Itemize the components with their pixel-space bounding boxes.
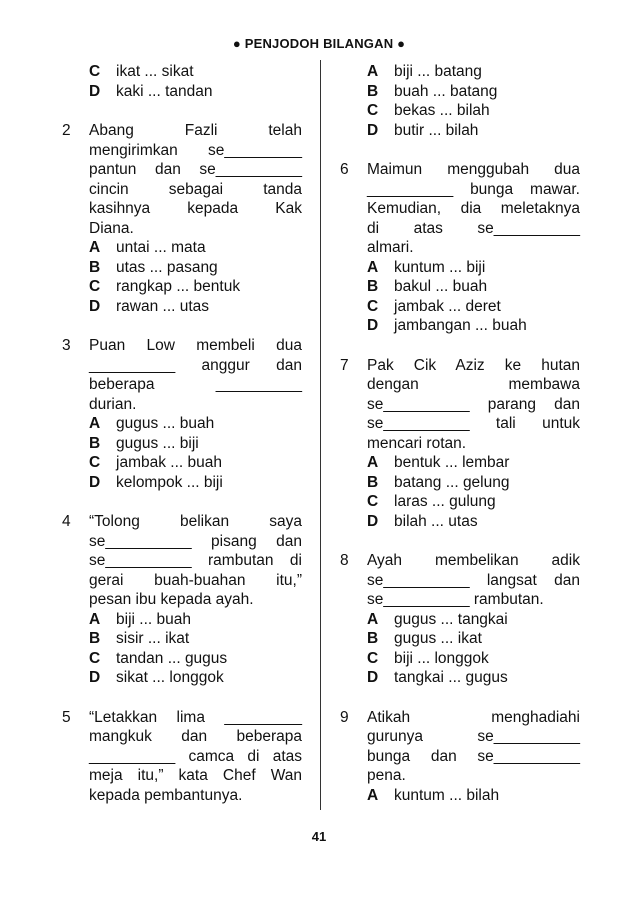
column-divider [320, 60, 321, 810]
question-7 [340, 356, 580, 532]
option-d: D tangkai ... gugus [367, 669, 508, 686]
question-number: 8 [340, 552, 349, 569]
option-b: B sisir ... ikat [89, 630, 190, 647]
option-c: C jambak ... deret [367, 297, 501, 315]
question-3 [62, 336, 302, 492]
question-5-continued [340, 62, 580, 140]
question-stem: Ayah membelikan adik se__________ langsat dan se__________ rambutan. [367, 552, 580, 608]
option-d: D jambangan ... buah [367, 317, 527, 334]
question-6 [340, 160, 580, 336]
right-column [340, 62, 580, 805]
option-b: B gugus ... ikat [367, 630, 482, 647]
option: D kaki ... tandan [89, 82, 213, 100]
question-stem: Pak Cik Aziz ke hutan dengan membawa se__________ parang dan se__________ tali untuk mencari rotan. [367, 356, 580, 452]
option-c: C bekas ... bilah [367, 102, 490, 119]
option-d: D butir ... bilah [367, 121, 479, 139]
option-a: A gugus ... tangkai [367, 610, 508, 628]
option-b: B utas ... pasang [89, 258, 218, 276]
option-a: A biji ... buah [89, 610, 191, 628]
option-a: A biji ... batang [367, 63, 482, 80]
option-b: B bakul ... buah [367, 278, 488, 295]
option-d: D kelompok ... biji [89, 473, 223, 491]
option-b: B batang ... gelung [367, 473, 510, 491]
question-1-continued [62, 62, 302, 101]
question-stem: Abang Fazli telah mengirimkan se_________ pantun dan se__________ cincin sebagai tanda kasihnya kepada Kak Diana. [89, 122, 302, 237]
option-c: C biji ... longgok [367, 649, 489, 667]
left-column [62, 62, 302, 805]
option-d: D rawan ... utas [89, 297, 210, 315]
option-c: C tandan ... gugus [89, 649, 228, 667]
question-8 [340, 551, 580, 688]
question-number: 6 [340, 161, 349, 178]
option-b: B gugus ... biji [89, 434, 199, 452]
option-a: A kuntum ... bilah [367, 786, 500, 804]
question-number: 9 [340, 708, 349, 726]
question-5 [62, 708, 302, 806]
page-number: 41 [311, 829, 327, 844]
option-c: C rangkap ... bentuk [89, 278, 241, 295]
question-9 [340, 708, 580, 806]
question-number: 3 [62, 337, 71, 354]
question-number: 4 [62, 513, 71, 530]
option-d: D bilah ... utas [367, 512, 478, 530]
question-stem: Atikah menghadiahi gurunya se__________ bunga dan se__________ pena. [367, 708, 580, 784]
option-c: C laras ... gulung [367, 493, 496, 510]
option-a: A bentuk ... lembar [367, 454, 510, 471]
option-a: A kuntum ... biji [367, 258, 486, 276]
page-header: ● PENJODOH BILANGAN ● [232, 36, 406, 51]
option: C ikat ... sikat [89, 63, 194, 80]
question-stem: Maimun menggubah dua __________ bunga mawar. Kemudian, dia meletaknya di atas se__________ almari. [367, 161, 580, 256]
question-stem: Puan Low membeli dua __________ anggur dan beberapa __________ durian. [89, 337, 302, 413]
question-stem: “Tolong belikan saya se__________ pisang dan se__________ rambutan di gerai buah-buahan itu,” pesan ibu kepada ayah. [89, 513, 302, 608]
question-2 [62, 121, 302, 316]
question-number: 2 [62, 122, 71, 139]
option-a: A untai ... mata [89, 239, 206, 256]
option-d: D sikat ... longgok [89, 669, 224, 686]
option-a: A gugus ... buah [89, 415, 215, 432]
question-number: 5 [62, 708, 71, 726]
question-number: 7 [340, 356, 349, 374]
question-stem: “Letakkan lima _________ mangkuk dan beberapa __________ camca di atas meja itu,” kata Chef Wan kepada pembantunya. [89, 708, 302, 804]
option-c: C jambak ... buah [89, 454, 222, 471]
option-b: B buah ... batang [367, 82, 498, 100]
question-4 [62, 512, 302, 688]
